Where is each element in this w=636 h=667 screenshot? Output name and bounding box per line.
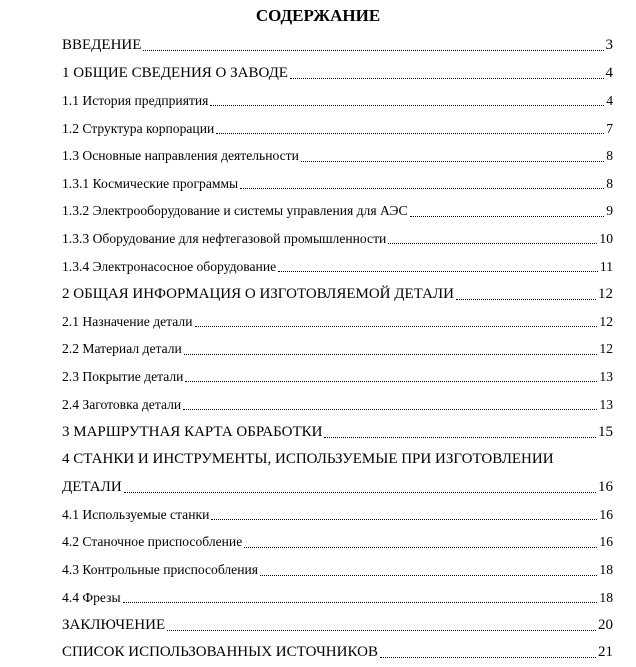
toc-entry-title: 1.3.1 Космические программы (62, 175, 239, 191)
toc-entry-page: 13 (599, 396, 613, 412)
dot-leader (184, 354, 598, 355)
toc-entry[interactable] (62, 170, 613, 198)
toc-entry[interactable] (62, 308, 613, 336)
toc-entry[interactable] (62, 336, 613, 364)
toc-entry-title: 1.3.4 Электронасосное оборудование (62, 258, 277, 274)
toc-entry[interactable] (62, 584, 613, 612)
toc-entry-page: 16 (598, 478, 613, 495)
toc-entry-page: 9 (606, 203, 613, 219)
toc-entry[interactable] (62, 32, 613, 60)
dot-leader (290, 78, 604, 79)
dot-leader (410, 216, 605, 217)
toc-entry-page: 8 (606, 175, 613, 191)
toc-entry-page: 12 (599, 341, 613, 357)
toc-entry-page: 16 (599, 506, 613, 522)
toc-entry-page: 15 (598, 423, 613, 440)
toc-entry-title-line[interactable]: 4 СТАНКИ И ИНСТРУМЕНТЫ, ИСПОЛЬЗУЕМЫЕ ПРИ ИЗГОТОВЛЕНИИ (62, 451, 554, 468)
dot-leader (143, 50, 603, 51)
toc-entry[interactable] (62, 529, 613, 557)
toc-entry[interactable] (62, 115, 613, 143)
toc-entry[interactable] (62, 501, 613, 529)
toc-entry-page: 8 (606, 148, 613, 164)
toc-entry-title: ДЕТАЛИ (62, 478, 122, 495)
dot-leader (260, 575, 597, 576)
table-of-contents (62, 32, 613, 667)
toc-entry-page: 20 (598, 616, 613, 633)
toc-entry[interactable] (62, 60, 613, 88)
dot-leader (278, 271, 598, 272)
toc-entry[interactable] (62, 639, 613, 667)
toc-entry-page: 21 (598, 644, 613, 661)
toc-entry-title: ЗАКЛЮЧЕНИЕ (62, 616, 166, 633)
dot-leader (456, 299, 596, 300)
dot-leader (167, 630, 596, 631)
toc-entry-title: 1.1 История предприятия (62, 92, 209, 108)
toc-entry[interactable] (62, 280, 613, 308)
toc-entry-title: 1.3 Основные направления деятельности (62, 148, 299, 164)
dot-leader (244, 547, 597, 548)
dot-leader (195, 326, 598, 327)
dot-leader (388, 243, 597, 244)
toc-entry-title: ВВЕДЕНИЕ (62, 37, 142, 54)
toc-entry-page: 16 (599, 534, 613, 550)
dot-leader (123, 602, 598, 603)
toc-entry-title: 1.3.3 Оборудование для нефтегазовой промышленности (62, 230, 387, 246)
toc-entry-title: 1 ОБЩИЕ СВЕДЕНИЯ О ЗАВОДЕ (62, 64, 288, 81)
toc-entry-page: 4 (606, 92, 613, 108)
toc-entry-page: 13 (599, 368, 613, 384)
toc-entry[interactable] (62, 474, 613, 502)
toc-entry-page: 12 (598, 285, 613, 302)
toc-entry[interactable] (62, 611, 613, 639)
toc-entry-page: 11 (599, 258, 613, 274)
toc-entry-title: 3 МАРШРУТНАЯ КАРТА ОБРАБОТКИ (62, 423, 323, 440)
dot-leader (183, 409, 597, 410)
toc-entry[interactable] (62, 142, 613, 170)
toc-entry-title: 2 ОБЩАЯ ИНФОРМАЦИЯ О ИЗГОТОВЛЯЕМОЙ ДЕТАЛИ (62, 285, 454, 302)
toc-entry-title: 2.4 Заготовка детали (62, 396, 182, 412)
toc-entry-title: 2.2 Материал детали (62, 341, 182, 357)
toc-entry[interactable] (62, 391, 613, 419)
dot-leader (324, 437, 596, 438)
dot-leader (301, 161, 604, 162)
toc-entry[interactable] (62, 253, 613, 281)
dot-leader (210, 105, 604, 106)
toc-entry-page: 7 (606, 120, 613, 136)
toc-entry-page: 12 (599, 313, 613, 329)
toc-entry-page: 3 (605, 37, 613, 54)
toc-entry[interactable] (62, 556, 613, 584)
toc-entry-title: 2.3 Покрытие детали (62, 368, 184, 384)
dot-leader (240, 188, 604, 189)
toc-entry-title: 4.1 Используемые станки (62, 506, 210, 522)
toc-entry-title: 4.2 Станочное приспособление (62, 534, 243, 550)
toc-entry[interactable] (62, 198, 613, 226)
toc-entry-title: 4.4 Фрезы (62, 589, 121, 605)
toc-entry-title: 1.3.2 Электрооборудование и системы управления для АЭС (62, 203, 408, 219)
dot-leader (124, 492, 596, 493)
dot-leader (185, 381, 597, 382)
toc-entry-title: 4.3 Контрольные приспособления (62, 562, 259, 578)
toc-entry[interactable] (62, 418, 613, 446)
toc-entry-page: 18 (599, 589, 613, 605)
dot-leader (216, 133, 604, 134)
toc-entry[interactable] (62, 87, 613, 115)
dot-leader (211, 519, 597, 520)
toc-entry-title: 1.2 Структура корпорации (62, 120, 215, 136)
toc-entry-title: СПИСОК ИСПОЛЬЗОВАННЫХ ИСТОЧНИКОВ (62, 644, 378, 661)
toc-entry-title: 2.1 Назначение детали (62, 313, 193, 329)
toc-heading: СОДЕРЖАНИЕ (255, 6, 381, 25)
toc-entry[interactable] (62, 225, 613, 253)
toc-entry-page: 10 (599, 230, 613, 246)
dot-leader (380, 657, 596, 658)
toc-entry-page: 18 (599, 562, 613, 578)
toc-entry-page: 4 (605, 64, 613, 81)
toc-entry[interactable] (62, 363, 613, 391)
